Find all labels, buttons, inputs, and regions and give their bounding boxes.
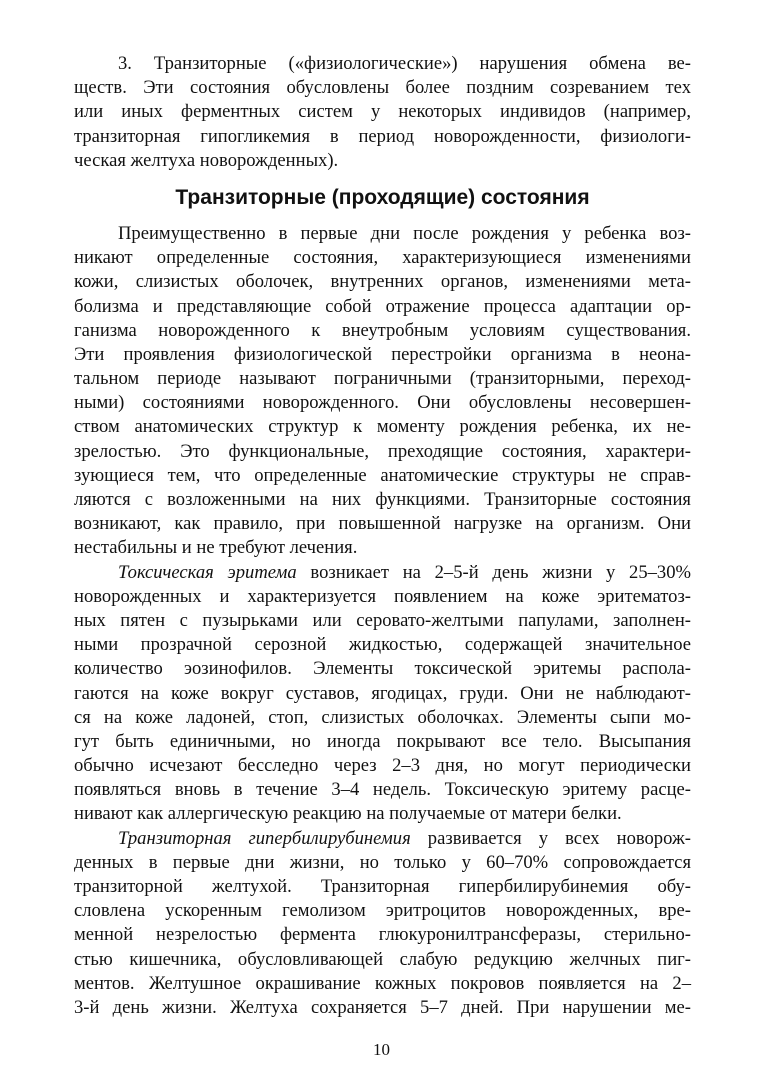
text-line: транзиторная гипогликемия в период новорожденности, физиологи- [74,125,691,147]
term-hyperbilirubinemia: Транзиторная гипербилирубинемия [118,827,411,849]
text-line: появляться вновь в течение 3–4 недель. Токсическую эритему расце- [74,779,691,801]
text-line: стью кишечника, обусловливающей слабую редукцию желчных пиг- [74,948,691,970]
text-line: словлена ускоренным гемолизом эритроцитов новорожденных, вре- [74,900,691,922]
text-line: нивают как аллергическую реакцию на получаемые от матери белки. [74,803,622,825]
term-toxic-erythema: Токсическая эритема [118,561,297,583]
text-line: Эти проявления физиологической перестройки организма в неона- [74,343,691,365]
text-line: ством анатомических структур к моменту рождения ребенка, их не- [74,416,691,438]
text-line: обычно исчезают бесследно через 2–3 дня, но могут периодически [74,755,691,777]
paragraph-hyperbilirubinemia [74,827,691,1021]
section-heading: Транзиторные (проходящие) состояния [175,185,590,209]
text-line: болизма и представляющие собой отражение процесса адаптации ор- [74,295,691,317]
text-line [74,561,691,585]
text-line: 3. Транзиторные («физиологические») нарушения обмена ве- [118,53,691,74]
text-line: ными прозрачной серозной жидкостью, содержащей значительное [74,634,691,656]
text-line: транзиторной желтухой. Транзиторная гипербилирубинемия обу- [74,876,691,897]
text-line: ществ. Эти состояния обусловлены более поздним созреванием тех [74,77,691,99]
text-line: ментов. Желтушное окрашивание кожных покровов появляется на 2– [74,972,691,994]
text-line: кожи, слизистых оболочек, внутренних органов, изменениями мета- [74,271,691,293]
text-line: нестабильны и не требуют лечения. [74,537,358,559]
paragraph-metabolic-disorders [74,52,691,173]
paragraph-toxic-erythema [74,561,691,827]
text-line: новорожденных и характеризуется появлением на коже эритематоз- [74,585,691,607]
page-body [74,52,691,1020]
text-line: денных в первые дни жизни, но только у 60–70% сопровождается [74,851,691,873]
text-line: зующиеся тем, что определенные анатомические структуры не справ- [74,464,691,486]
text-line: ганизма новорожденного к внеутробным условиям существования. [74,319,691,341]
text-line: тальном периоде называют пограничными (транзиторными, переход- [74,368,691,390]
text-fragment: возникает на 2–5-й день жизни у 25–30% [296,561,691,583]
text-line: ческая желтуха новорожденных). [74,149,339,171]
text-line: или иных ферментных систем у некоторых индивидов (например, [74,101,691,123]
text-line: гут быть единичными, но иногда покрывают все тело. Высыпания [74,730,691,752]
paragraph-transitory-states [74,222,691,561]
text-line: менной незрелостью фермента глюкуронилтрансферазы, стерильно- [74,924,691,946]
text-line: ных пятен с пузырьками или серовато-желтыми папулами, заполнен- [74,609,691,631]
text-line: 3-й день жизни. Желтуха сохраняется 5–7 дней. При нарушении ме- [74,996,691,1018]
text-line: никают определенные состояния, характеризующиеся изменениями [74,247,691,269]
text-line: возникают, как правило, при повышенной нагрузке на организм. Они [74,513,691,535]
text-line: зрелостью. Это функциональные, преходящие состояния, характери- [74,440,691,462]
text-fragment: развивается у всех новорож- [410,827,691,849]
text-line: ся на коже ладоней, стоп, слизистых оболочках. Элементы сыпи мо- [74,706,691,728]
text-line: количество эозинофилов. Элементы токсической эритемы распола- [74,658,691,680]
text-line: Преимущественно в первые дни после рождения у ребенка воз- [118,222,691,244]
page-number: 10 [373,1040,390,1059]
text-line [74,827,691,851]
text-line: ными) состояниями новорожденного. Они обусловлены несовершен- [74,392,691,414]
text-line: гаются на коже вокруг суставов, ягодицах, груди. Они не наблюдают- [74,682,691,704]
text-line: ляются с возложенными на них функциями. Транзиторные состояния [74,489,691,510]
